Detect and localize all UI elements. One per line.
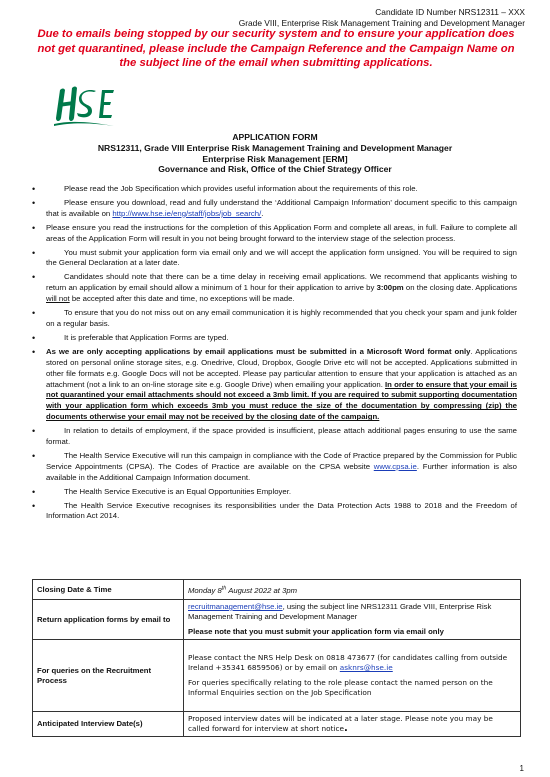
closing-date-text: August 2022 at 3pm xyxy=(226,585,298,595)
interview-dates-text: Proposed interview dates will be indicated at a later stage. Please note you may be called forward for interview at short notice xyxy=(188,714,493,733)
list-item xyxy=(34,347,517,423)
table-row xyxy=(33,712,521,737)
campaign-info-table xyxy=(32,579,521,737)
interview-dates-label: Anticipated Interview Date(s) xyxy=(33,712,184,737)
closing-date-value xyxy=(184,580,521,600)
helpdesk-text: Please contact the NRS Help Desk on 0818 473677 (for candidates calling from outside Ireland +35341 6859506) or by email on xyxy=(188,653,508,672)
instruction-text: In relation to details of employment, if the space provided is insufficient, please attach additional pages ensuring to use the same format. xyxy=(46,426,517,447)
hse-logo xyxy=(50,84,118,130)
list-item xyxy=(34,184,517,195)
closing-time: 3:00pm xyxy=(376,283,404,293)
application-form-title-block xyxy=(30,132,520,175)
full-stop: . xyxy=(343,723,348,734)
list-item xyxy=(34,333,517,344)
will-not-emphasis: will not xyxy=(46,294,70,304)
instruction-text: on the closing date. Applications xyxy=(403,283,517,293)
role-queries-text: For queries specifically relating to the role please contact the named person on the Informal Enquiries section on the Job Specification xyxy=(188,678,493,697)
email-only-notice: Please note that you must submit your application form via email only xyxy=(188,627,444,636)
instruction-text: Please ensure you read the instructions for the completion of this Application Form and complete all areas, in full. Failure to complete all areas of the Application Form will result in you not being brought forward to the interview stage of the selection process. xyxy=(46,222,517,243)
list-item xyxy=(34,223,517,245)
list-item xyxy=(34,272,517,305)
instruction-text: The Health Service Executive is an Equal Opportunities Employer. xyxy=(64,486,292,496)
recruitment-email-link[interactable]: recruitmanagement@hse.ie xyxy=(188,602,283,611)
instruction-text: . Further information is also available in the Additional Campaign Information document. xyxy=(46,461,517,482)
attachment-size-notice: In order to ensure that your email is not quarantined your email attachments should not exceed a 3mb limit. If you are required to submit supporting documentation with your application form which exceeds 3mb you must reduce the size of the documentation by compressing (zip) the documents otherwise your email may not be received by the closing date of the campaign. xyxy=(46,379,517,422)
instruction-text: Please read the Job Specification which provides useful information about the requirements of this role. xyxy=(64,184,418,193)
department-title: Enterprise Risk Management [ERM] xyxy=(202,153,348,164)
instruction-text: To ensure that you do not miss out on any email communication it is highly recommended that you check your spam and junk folder on a regular basis. xyxy=(46,308,517,328)
office-title: Governance and Risk, Office of the Chief Strategy Officer xyxy=(158,164,392,175)
list-item xyxy=(34,248,517,270)
instruction-text: be accepted after this date and time, no exceptions will be made. xyxy=(69,294,295,304)
instruction-text: . Applications stored on personal online storage sites, e.g. Onedrive, Cloud, Dropbox, Google Drive etc will not be accepted. Applications submitted in other file formats e.g. Google Docs will not be accepted. Please pay particular attention to ensure that your application is attached as an attachment (not a link to an on-line storage site e.g. Google Drive) when emailing your application. xyxy=(46,346,517,389)
list-item xyxy=(34,198,517,220)
job-search-link[interactable]: http://www.hse.ie/eng/staff/jobs/job_search/ xyxy=(112,208,262,218)
header-grade-title: Grade VIII, Enterprise Risk Management Training and Development Manager xyxy=(238,18,525,28)
return-forms-label: Return application forms by email to xyxy=(33,600,184,640)
interview-dates-value xyxy=(184,712,521,737)
asknrs-email-link[interactable]: asknrs@hse.ie xyxy=(339,663,393,672)
closing-date-text: Monday 8 xyxy=(188,585,222,595)
instruction-text: You must submit your application form via email only and we will accept the application form unsigned. You will be required to sign the General Declaration at a later date. xyxy=(46,247,517,268)
instruction-text: Candidates should note that there can be a time delay in receiving email applications. We recommend that applicants wishing to return an application by email should allow a minimum of 1 hour for their application to arrive by xyxy=(46,272,517,293)
queries-label: For queries on the Recruitment Process xyxy=(33,640,184,712)
list-item xyxy=(34,451,517,484)
list-item xyxy=(34,487,517,498)
header-candidate-id: Candidate ID Number NRS12311 – XXX xyxy=(375,7,525,17)
table-row xyxy=(33,640,521,712)
return-forms-value xyxy=(184,600,521,640)
table-row xyxy=(33,600,521,640)
queries-value xyxy=(184,640,521,712)
closing-date-label: Closing Date & Time xyxy=(33,580,184,600)
ordinal-suffix: th xyxy=(221,585,227,592)
instruction-text: . xyxy=(261,208,264,218)
list-item xyxy=(34,308,517,330)
list-item xyxy=(34,426,517,448)
word-format-notice: As we are only accepting applications by email applications must be submitted in a Microsoft Word format only xyxy=(46,346,471,356)
instruction-text: The Health Service Executive recognises its responsibilities under the Data Protection Acts 1988 to 2018 and the Freedom of Information Act 2014. xyxy=(46,500,517,521)
table-row xyxy=(33,580,521,600)
page-number: 1 xyxy=(519,764,524,773)
form-title: APPLICATION FORM xyxy=(232,132,318,142)
email-warning: Due to emails being stopped by our security system and to ensure your application does not get quarantined, please include the Campaign Reference and the Campaign Name on the subject line of the email when submitting applications. xyxy=(37,28,515,69)
instruction-text: It is preferable that Application Forms are typed. xyxy=(64,332,229,342)
instruction-text: Please ensure you download, read and fully understand the ‘Additional Campaign Information’ document specific to this campaign that is available on xyxy=(46,197,517,218)
campaign-title: NRS12311, Grade VIII Enterprise Risk Management Training and Development Manager xyxy=(97,142,453,153)
subject-line-text: , using the subject line NRS12311 Grade VIII, Enterprise Risk Management Training and Development Manager xyxy=(188,602,492,621)
list-item xyxy=(34,501,517,523)
instructions-list xyxy=(34,184,517,525)
cpsa-link[interactable]: www.cpsa.ie xyxy=(373,461,417,471)
instruction-text: The Health Service Executive will run this campaign in compliance with the Code of Practice prepared by the Commission for Public Service Appointments (CPSA). The Codes of Practice are available on the CPSA website xyxy=(46,450,517,471)
